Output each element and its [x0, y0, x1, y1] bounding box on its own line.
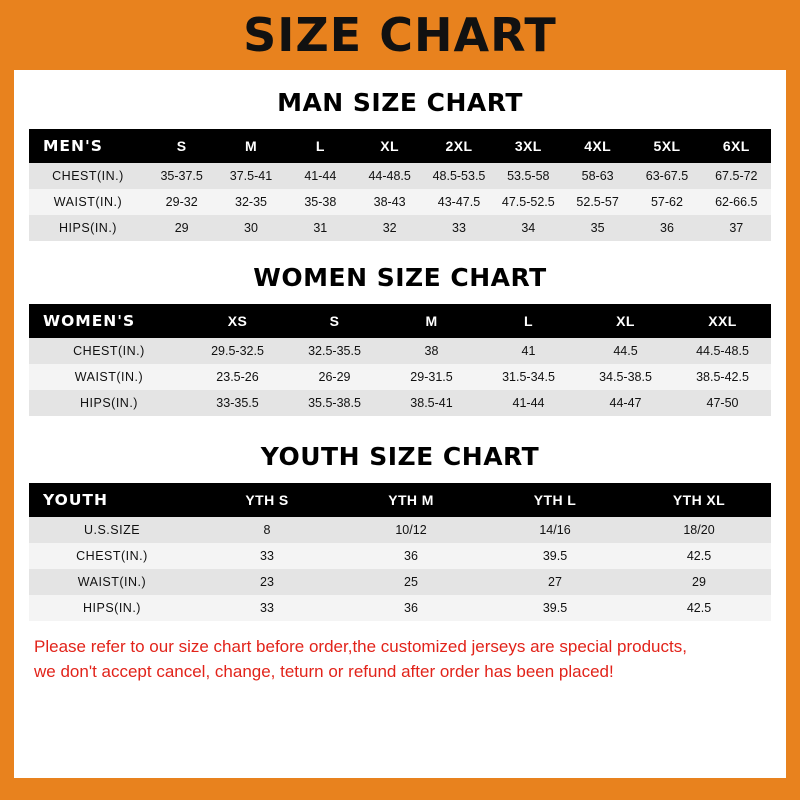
youth-row-0-val-1: 10/12 — [395, 523, 427, 537]
table-row — [29, 215, 771, 241]
men-header-row — [29, 129, 771, 163]
table-row — [29, 163, 771, 189]
banner — [14, 0, 786, 70]
youth-row-2-val-0: 23 — [260, 575, 274, 589]
table-row — [29, 595, 771, 621]
men-col-3: XL — [380, 138, 399, 154]
men-col-4: 2XL — [445, 138, 473, 154]
youth-row-0-val-3: 18/20 — [683, 523, 715, 537]
women-size-table — [29, 304, 771, 416]
youth-row-3-val-1: 36 — [404, 601, 418, 615]
men-row-2-label: HIPS(IN.) — [59, 221, 117, 235]
men-row-0-val-4: 48.5-53.5 — [432, 169, 486, 183]
women-col-0: XS — [227, 313, 248, 329]
men-row-0-val-0: 35-37.5 — [160, 169, 203, 183]
women-row-2-val-1: 35.5-38.5 — [308, 396, 361, 410]
youth-col-2: YTH L — [533, 492, 577, 508]
women-table-head — [29, 304, 771, 338]
men-row-1-val-4: 43-47.5 — [437, 195, 481, 209]
women-row-2-val-0: 33-35.5 — [216, 396, 259, 410]
men-section-title: MAN SIZE CHART — [277, 88, 523, 117]
men-row-2-val-6: 35 — [590, 221, 605, 235]
men-table-head — [29, 129, 771, 163]
men-row-2-val-8: 37 — [729, 221, 744, 235]
banner-title: SIZE CHART — [243, 8, 557, 62]
women-row-0-val-5: 44.5-48.5 — [696, 344, 749, 358]
women-row-0-val-4: 44.5 — [613, 344, 638, 358]
women-col-1: S — [329, 313, 340, 329]
men-row-1-val-0: 29-32 — [165, 195, 198, 209]
women-table-body — [29, 338, 771, 416]
women-row-1-val-2: 29-31.5 — [410, 370, 453, 384]
table-row — [29, 390, 771, 416]
women-col-3: L — [524, 313, 533, 329]
women-row-1-label: WAIST(IN.) — [74, 370, 144, 384]
women-row-1-val-4: 34.5-38.5 — [599, 370, 652, 384]
table-row — [29, 543, 771, 569]
women-row-1-val-5: 38.5-42.5 — [696, 370, 749, 384]
table-row — [29, 338, 771, 364]
men-row-1-val-7: 57-62 — [650, 195, 683, 209]
men-row-2-val-1: 30 — [244, 221, 258, 235]
youth-row-1-val-3: 42.5 — [686, 549, 712, 563]
men-row-2-val-4: 33 — [452, 221, 466, 235]
women-row-0-val-2: 38 — [424, 344, 439, 358]
men-row-0-val-5: 53.5-58 — [507, 169, 550, 183]
youth-table-body — [29, 517, 771, 621]
content — [14, 70, 786, 778]
youth-row-0-label: U.S.SIZE — [83, 523, 141, 537]
men-col-8: 6XL — [722, 138, 750, 154]
table-row — [29, 189, 771, 215]
youth-row-3-val-3: 42.5 — [686, 601, 712, 615]
women-row-2-label: HIPS(IN.) — [80, 396, 138, 410]
men-row-2-val-5: 34 — [521, 221, 536, 235]
youth-row-3-val-0: 33 — [260, 601, 274, 615]
men-row-2-val-3: 32 — [382, 221, 397, 235]
women-row-head-label: WOMEN'S — [43, 312, 136, 330]
men-row-0-val-1: 37.5-41 — [229, 169, 273, 183]
youth-row-2-val-2: 27 — [548, 575, 562, 589]
men-row-1-val-5: 47.5-52.5 — [501, 195, 555, 209]
table-row — [29, 569, 771, 595]
youth-row-3-label: HIPS(IN.) — [83, 601, 141, 615]
men-row-1-val-2: 35-38 — [304, 195, 337, 209]
men-size-table — [29, 129, 771, 241]
women-row-2-val-2: 38.5-41 — [410, 396, 453, 410]
men-row-0-val-3: 44-48.5 — [368, 169, 411, 183]
table-row — [29, 517, 771, 543]
women-header-row — [29, 304, 771, 338]
order-policy-note — [34, 635, 766, 684]
youth-row-2-label: WAIST(IN.) — [77, 575, 147, 589]
men-col-6: 4XL — [584, 138, 612, 154]
men-row-2-val-7: 36 — [660, 221, 674, 235]
men-row-0-val-7: 63-67.5 — [645, 169, 689, 183]
youth-row-1-label: CHEST(IN.) — [76, 549, 148, 563]
men-row-1-label: WAIST(IN.) — [53, 195, 123, 209]
men-row-2-val-2: 31 — [313, 221, 328, 235]
men-row-0-label: CHEST(IN.) — [52, 169, 124, 183]
order-policy-note-line-2: we don't accept cancel, change, teturn or refund after order has been placed! — [34, 661, 614, 681]
youth-row-0-val-2: 14/16 — [539, 523, 571, 537]
bottom-accent-bar — [14, 778, 786, 800]
men-table-body — [29, 163, 771, 241]
men-col-0: S — [176, 138, 187, 154]
men-col-2: L — [315, 138, 325, 154]
women-col-2: M — [425, 313, 438, 329]
men-col-5: 3XL — [514, 138, 542, 154]
table-row — [29, 364, 771, 390]
youth-row-2-val-3: 29 — [692, 575, 706, 589]
women-row-2-val-3: 41-44 — [512, 396, 545, 410]
youth-row-3-val-2: 39.5 — [542, 601, 568, 615]
youth-row-1-val-0: 33 — [260, 549, 274, 563]
women-row-0-label: CHEST(IN.) — [73, 344, 145, 358]
youth-row-2-val-1: 25 — [404, 575, 418, 589]
women-row-0-val-0: 29.5-32.5 — [211, 344, 264, 358]
men-row-1-val-6: 52.5-57 — [576, 195, 619, 209]
women-section-title: WOMEN SIZE CHART — [253, 263, 547, 292]
men-row-1-val-3: 38-43 — [373, 195, 406, 209]
men-row-0-val-6: 58-63 — [581, 169, 614, 183]
youth-col-1: YTH M — [388, 492, 434, 508]
women-row-0-val-3: 41 — [521, 344, 536, 358]
youth-col-0: YTH S — [245, 492, 289, 508]
women-row-0-val-1: 32.5-35.5 — [308, 344, 361, 358]
youth-col-3: YTH XL — [672, 492, 726, 508]
women-col-5: XXL — [708, 313, 737, 329]
youth-row-0-val-0: 8 — [263, 523, 271, 537]
youth-section-title: YOUTH SIZE CHART — [260, 442, 540, 471]
men-row-0-val-2: 41-44 — [304, 169, 337, 183]
men-col-1: M — [244, 138, 258, 154]
youth-row-1-val-1: 36 — [404, 549, 418, 563]
women-row-2-val-4: 44-47 — [609, 396, 642, 410]
youth-table-head — [29, 483, 771, 517]
men-row-head-label: MEN'S — [43, 137, 103, 155]
women-row-2-val-5: 47-50 — [706, 396, 739, 410]
youth-row-head-label: YOUTH — [43, 491, 108, 509]
men-row-0-val-8: 67.5-72 — [715, 169, 758, 183]
youth-header-row — [29, 483, 771, 517]
women-row-1-val-1: 26-29 — [318, 370, 351, 384]
men-col-7: 5XL — [653, 138, 681, 154]
women-row-1-val-0: 23.5-26 — [216, 370, 259, 384]
youth-row-1-val-2: 39.5 — [542, 549, 568, 563]
youth-size-table — [29, 483, 771, 621]
order-policy-note-line-1: Please refer to our size chart before order,the customized jerseys are special products, — [34, 637, 687, 656]
women-col-4: XL — [616, 313, 635, 329]
men-row-2-val-0: 29 — [174, 221, 189, 235]
women-row-1-val-3: 31.5-34.5 — [502, 370, 555, 384]
men-row-1-val-1: 32-35 — [235, 195, 267, 209]
men-row-1-val-8: 62-66.5 — [715, 195, 758, 209]
